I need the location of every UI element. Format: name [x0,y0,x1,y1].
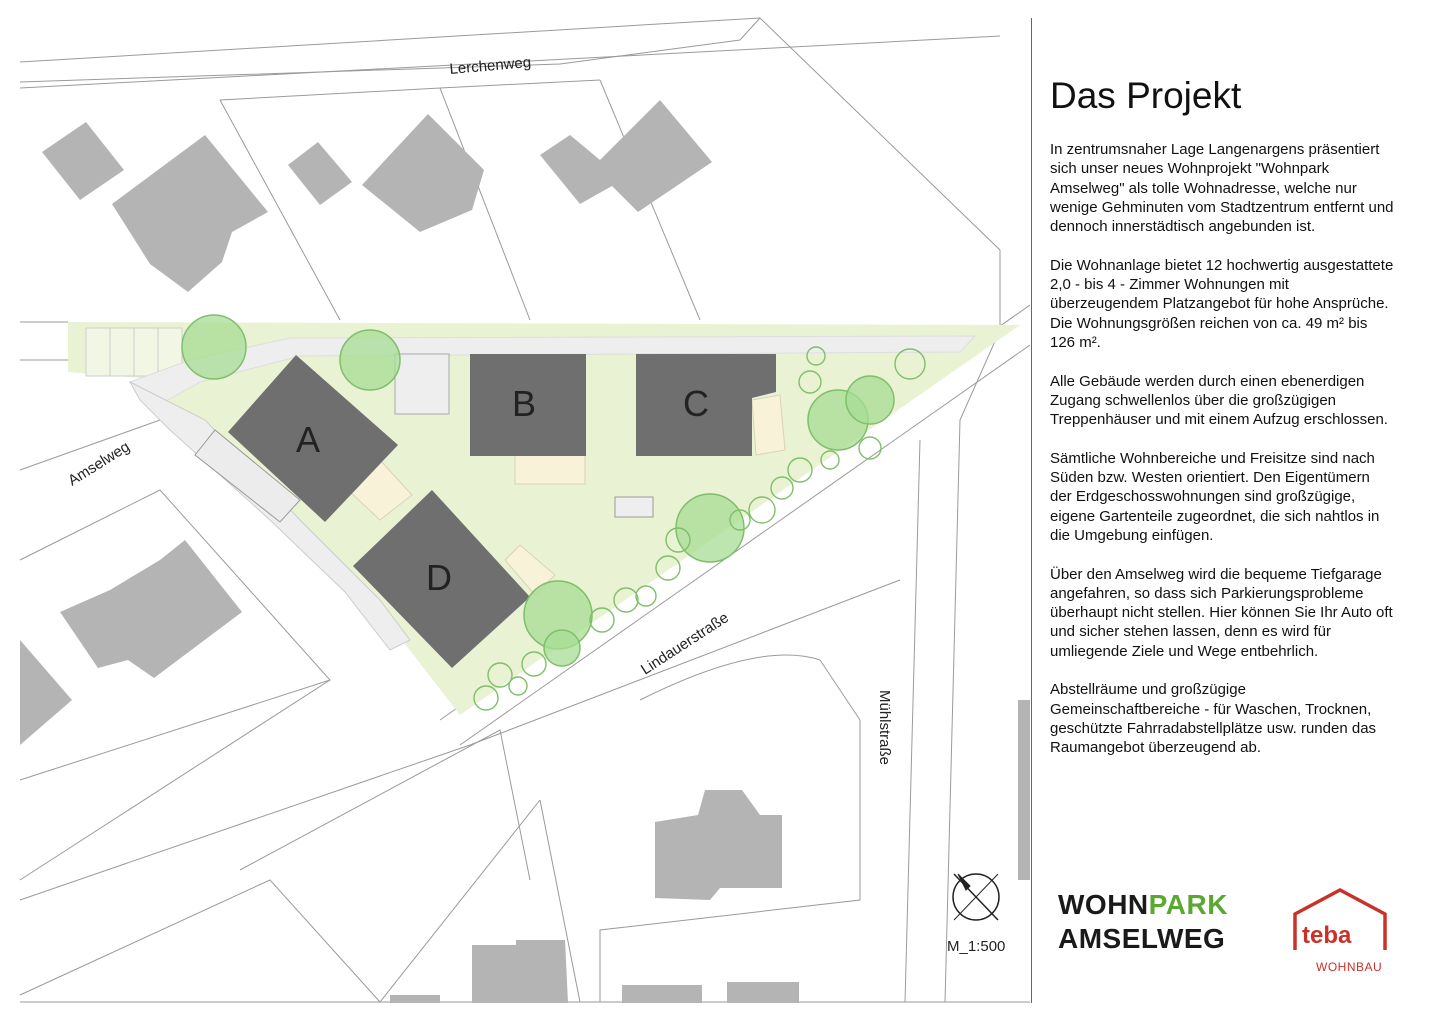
teba-wohnbau-logo [1290,886,1390,976]
logo-wohnbau-text: WOHNBAU [1316,960,1383,974]
project-title: Das Projekt [1050,75,1242,116]
building-a-label: A [296,419,321,460]
street-label-amselweg: Amselweg [65,438,133,490]
project-description [1050,70,1400,777]
logo-amselweg-text: AMSELWEG [1058,923,1226,954]
paragraph-apartments: Die Wohnanlage bietet 12 hochwertig ausgestattete 2,0 - bis 4 - Zimmer Wohnungen mit überzeugendem Platzangebot für hohe Ansprüche. Die Wohnungsgrößen reichen von ca. 49 m² bis 126 m². [1050,256,1394,351]
street-label-lindauerstrasse: Lindauerstraße [637,609,732,679]
logo-park-text: PARK [1148,889,1228,920]
small-structure [615,497,653,517]
north-arrow-icon [953,874,999,920]
logo-wohn-text: WOHN [1058,889,1149,920]
building-d-label: D [426,557,452,598]
shed [395,354,449,414]
building-b-label: B [512,383,537,424]
street-label-lerchenweg: Lerchenweg [448,53,532,78]
scale-label: M_1:500 [947,938,1006,955]
divider [1031,18,1032,1003]
building-c-label: C [683,383,709,424]
wohnpark-amselweg-logo [1058,888,1228,956]
paragraph-garage: Über den Amselweg wird die bequeme Tiefgarage angefahren, so dass sich Parkierungsprobleme überhaupt nicht stellen. Hier können Sie Ihr Auto oft und sicher stehen lassen, denn es wird für umliegende Ziele und Wege entbehrlich. [1050,565,1393,660]
paragraph-orientation: Sämtliche Wohnbereiche und Freisitze sind nach Süden bzw. Westen orientiert. Den Eigentümern der Erdgeschosswohnungen sind großzügige, eigene Gartenteile zugeordnet, die sich nahtlos in die Umgebung einfügen. [1050,449,1380,544]
paragraph-access: Alle Gebäude werden durch einen ebenerdigen Zugang schwellenlos über die großzügigen Treppenhäuser und mit einem Aufzug erschlossen. [1050,372,1388,429]
logo-teba-text: teba [1302,922,1352,949]
paragraph-location: In zentrumsnaher Lage Langenargens präsentiert sich unser neues Wohnprojekt "Wohnpark Amselweg" als tolle Wohnadresse, welche nur wenige Gehminuten vom Stadtzentrum entfernt und dennoch innerstädtisch angebunden ist. [1050,141,1394,236]
street-label-muehlstrasse: Mühlstraße [876,690,893,766]
paragraph-storage: Abstellräume und großzügige Gemeinschaftbereiche - für Waschen, Trocknen, geschützte Fahrradabstellplätze usw. runden das Raumangebot überzeugend ab. [1050,681,1377,757]
